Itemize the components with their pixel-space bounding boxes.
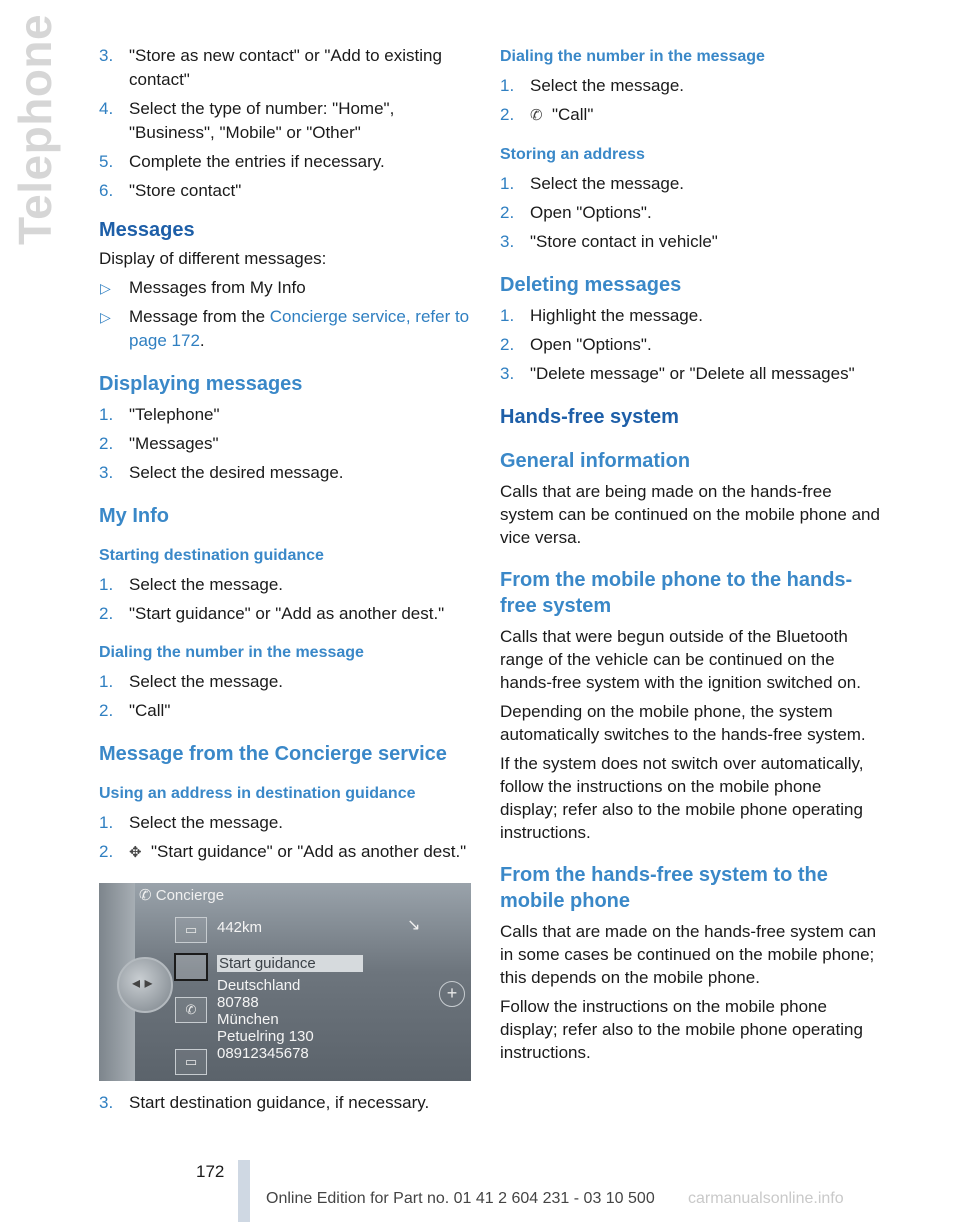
list-item: 2. "Call" [99,701,171,720]
hands-free-heading: Hands-free system [500,406,679,428]
paragraph: If the system does not switch over automatically, follow the instructions on the mobile phone display; refer also to the mobile phone operating instructions. [500,754,864,842]
handsfree-to-mobile-heading: From the hands-free system to the mobile phone [500,864,828,912]
list-item: 2. Open "Options". [500,335,652,354]
page-number: 172 [196,1162,225,1181]
my-info-heading: My Info [99,505,169,527]
paragraph: Follow the instructions on the mobile phone display; refer also to the mobile phone operating instructions. [500,997,863,1062]
concierge-screen-image [99,883,471,1081]
right-column [500,44,880,1070]
list-item: 1. Select the message. [99,813,284,832]
paragraph: Calls that are made on the hands-free system can in some cases be continued on the mobile phone; this depends on the mobile phone. [500,922,877,987]
controller-knob-icon: ◂ ▸ [117,957,173,1013]
screen-title: ✆ Concierge [139,887,225,904]
paragraph: Calls that were begun outside of the Bluetooth range of the vehicle can be continued on the hands-free system with the ignition switched on. [500,627,861,692]
footer-bar [238,1160,250,1222]
general-info-heading: General information [500,450,691,472]
plus-icon: + [439,981,465,1007]
list-item: 1. Select the message. [99,672,284,691]
list-item: ▷ Messages from My Info [99,276,475,300]
delete-steps [500,304,880,386]
dial-steps [99,670,475,723]
screen-row: Petuelring 130 [217,1028,314,1045]
dial-steps [500,74,880,128]
screen-row: München [217,1011,279,1028]
list-item: 1. Select the message. [99,575,284,594]
using-address-steps [99,811,475,865]
screen-row: 442km [217,919,263,936]
list-item: 3. Select the desired message. [99,463,344,482]
list-item: 2. "Start guidance" or "Add as another dest." [99,604,445,623]
concierge-heading: Message from the Concierge service [99,743,447,765]
edition-text: Online Edition for Part no. 01 41 2 604 231 - 03 10 500 [266,1190,655,1207]
bullet-triangle-icon: ▷ [100,309,111,325]
mobile-to-handsfree-heading: From the mobile phone to the hands-free system [500,569,853,617]
list-item: 3. "Store as new contact" or "Add to existing contact" [99,46,442,89]
paragraph: Depending on the mobile phone, the system automatically switches to the hands-free system. [500,702,866,744]
list-item: 1. Highlight the message. [500,306,703,325]
using-address-heading: Using an address in destination guidance [99,785,416,802]
list-item: 5. Complete the entries if necessary. [99,152,385,171]
screen-row: Deutschland [217,977,301,994]
displaying-messages-heading: Displaying messages [99,373,303,395]
list-item: 2. Open "Options". [500,203,652,222]
bullet-triangle-icon: ▷ [100,280,111,296]
list-item: 1. "Telephone" [99,405,220,424]
list-item: 2. ✆ "Call" [500,103,880,128]
messages-intro: Display of different messages: [99,249,327,268]
list-item: 1. Select the message. [500,76,685,95]
phone-icon: ✆ [530,107,543,124]
deleting-messages-heading: Deleting messages [500,274,682,296]
starting-destination-heading: Starting destination guidance [99,547,324,564]
screen-row: 08912345678 [217,1045,309,1062]
store-steps [500,172,880,254]
list-item: 3. "Store contact in vehicle" [500,232,718,251]
navigation-icon: ✥ [129,844,142,861]
book-icon: ▭ [175,917,207,943]
phone-icon: ✆ [175,997,207,1023]
chapter-tab [0,0,62,260]
concierge-page-link[interactable]: Concierge service, refer to page 172 [129,307,470,350]
displaying-steps [99,403,475,485]
final-step [99,1091,475,1115]
list-item: 2. "Messages" [99,434,219,453]
concierge-icon: ✆ [139,887,156,904]
chapter-tab-label: Telephone [9,13,61,245]
message-types [99,276,475,353]
list-item: 2. ✥ "Start guidance" or "Add as another dest." [99,840,475,865]
list-item: 3. "Delete message" or "Delete all messages" [500,364,855,383]
storing-address-heading: Storing an address [500,146,645,163]
start-dest-steps [99,573,475,626]
general-info-text: Calls that are being made on the hands-free system can be continued on the mobile phone and vice versa. [500,482,880,547]
list-item: 6. "Store contact" [99,181,242,200]
list-item: 1. Select the message. [500,174,685,193]
screen-row-selected: Start guidance [217,955,363,972]
messages-heading: Messages [99,219,195,241]
watermark: carmanualsonline.info [688,1190,844,1207]
screen-row: 80788 [217,994,259,1011]
list-item: ▷ Message from the Concierge service, refer to page 172. [100,307,470,350]
dialing-heading: Dialing the number in the message [99,644,364,661]
list-item: 3. Start destination guidance, if necessary. [99,1093,430,1112]
left-column [99,44,475,1120]
direction-arrow-icon: ↘ [407,917,421,934]
list-item: 4. Select the type of number: "Home", "Business", "Mobile" or "Other" [99,99,395,142]
dialing-heading: Dialing the number in the message [500,48,765,65]
navigation-icon [174,953,208,981]
intro-steps [99,44,475,203]
book-arrow-icon: ▭ [175,1049,207,1075]
